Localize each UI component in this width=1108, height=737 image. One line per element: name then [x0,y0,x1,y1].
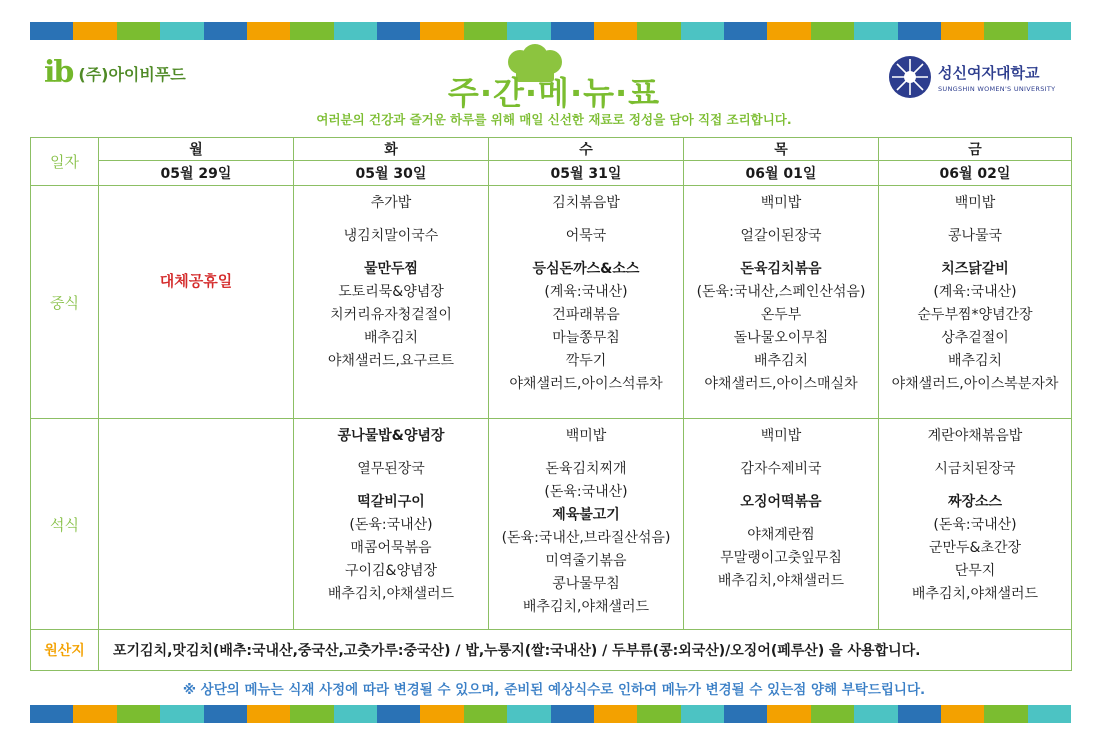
menu-item: 야채샐러드,요구르트 [327,353,455,369]
lunch-menu-thu [684,186,879,419]
origin-label: 원산지 [31,630,99,671]
menu-item: 콩나물무침 [552,576,620,592]
dinner-menu-thu [684,419,879,630]
menu-item: 야채샐러드,아이스매실차 [704,376,858,392]
menu-item: 매콤어묵볶음 [350,540,432,556]
stripe-segment [941,705,984,723]
stripe-segment [724,22,767,40]
stripe-segment [204,705,247,723]
university-name-en: SUNGSHIN WOMEN'S UNIVERSITY [938,84,1056,93]
menu-item: (돈육:국내산) [349,517,433,533]
menu-item [684,514,878,524]
day-date: 06월 02일 [879,161,1072,186]
stripe-segment [1028,705,1071,723]
stripe-segment [420,22,463,40]
menu-item [684,448,878,458]
lunch-label: 중식 [31,186,99,419]
menu-item: 도토리묵&양념장 [338,284,444,300]
stripe-segment [681,705,724,723]
stripe-segment [551,22,594,40]
menu-item: (돈육:국내산) [933,517,1017,533]
menu-item: 계란야채볶음밥 [927,428,1023,444]
day-name: 화 [294,138,489,161]
page-subtitle: 여러분의 건강과 즐거운 하루를 위해 매일 신선한 재료로 정성을 담아 직접 조리합니다. [316,112,792,127]
stripe-segment [117,22,160,40]
menu-item: 백미밥 [954,195,996,211]
menu-item [294,481,488,491]
menu-item [294,215,488,225]
menu-item: 백미밥 [565,428,607,444]
stripe-segment [594,705,637,723]
stripe-segment [377,22,420,40]
day-name: 월 [99,138,294,161]
menu-item: 배추김치 [947,353,1003,369]
stripe-segment [30,705,73,723]
stripe-segment [30,22,73,40]
menu-item: 배추김치,야채샐러드 [522,599,650,615]
menu-item [489,248,683,258]
weekly-menu-table [30,137,1072,671]
lunch-menu-fri [879,186,1072,419]
menu-item: 상추겉절이 [941,330,1009,346]
day-date: 05월 29일 [99,161,294,186]
stripe-segment [247,705,290,723]
stripe-segment [767,705,810,723]
menu-item: 등심돈까스&소스 [532,261,640,277]
menu-item: 미역줄기볶음 [545,553,627,569]
stripe-segment [464,705,507,723]
university-name-ko: 성신여자대학교 [938,63,1040,82]
stripe-segment [898,705,941,723]
menu-item: 어묵국 [565,228,607,244]
stripe-segment [73,22,116,40]
stripe-segment [290,705,333,723]
stripe-segment [637,705,680,723]
company-name: (주)아이비푸드 [78,64,186,84]
page-title: 주·간·메·뉴·표 [447,74,661,112]
date-label: 일자 [31,138,99,186]
menu-item [879,481,1071,491]
menu-item: 추가밥 [370,195,412,211]
menu-item: 물만두찜 [363,261,419,277]
stripe-segment [984,705,1027,723]
dinner-menu-wed [489,419,684,630]
stripe-segment [117,705,160,723]
dinner-menu-tue [294,419,489,630]
stripe-segment [377,705,420,723]
menu-item [684,248,878,258]
menu-item [294,248,488,258]
dinner-menu-fri [879,419,1072,630]
menu-item: 구이김&양념장 [344,563,438,579]
stripe-segment [898,22,941,40]
stripe-segment [724,705,767,723]
menu-item: 시금치된장국 [934,461,1016,477]
menu-change-notice: ※ 상단의 메뉴는 식재 사정에 따라 변경될 수 있으며, 준비된 예상식수로 인하여 메뉴가 변경될 수 있는점 양해 부탁드립니다. [182,682,926,698]
menu-item: (돈육:국내산,스페인산섞음) [696,284,866,300]
university-logo [888,55,1055,99]
menu-item: 배추김치,야채샐러드 [327,586,455,602]
day-name: 금 [879,138,1072,161]
stripe-segment [984,22,1027,40]
menu-item: 배추김치,야채샐러드 [911,586,1039,602]
stripe-segment [334,705,377,723]
stripe-segment [420,705,463,723]
company-mark-icon: ib [44,55,73,90]
lunch-menu-wed [489,186,684,419]
menu-item [489,448,683,458]
menu-item: 군만두&초간장 [928,540,1022,556]
stripe-segment [637,22,680,40]
day-name: 목 [684,138,879,161]
menu-item [879,215,1071,225]
menu-item [879,248,1071,258]
day-name: 수 [489,138,684,161]
university-emblem-icon [888,55,932,99]
lunch-menu-tue [294,186,489,419]
menu-item: 순두부찜*양념간장 [917,307,1033,323]
day-date: 05월 30일 [294,161,489,186]
menu-item: (돈육:국내산,브라질산섞음) [501,530,671,546]
menu-item: 온두부 [760,307,802,323]
menu-item: 돈육김치찌개 [545,461,627,477]
menu-item: 야채계란찜 [747,527,815,543]
dinner-menu-mon [99,419,294,630]
menu-item: (계육:국내산) [544,284,628,300]
stripe-segment [247,22,290,40]
menu-item: 백미밥 [760,428,802,444]
stripe-segment [941,22,984,40]
menu-item: 제육불고기 [552,507,620,523]
menu-item: 돌나물오이무침 [733,330,829,346]
stripe-segment [334,22,377,40]
dinner-label: 석식 [31,419,99,630]
stripe-segment [551,705,594,723]
menu-item: 배추김치 [363,330,419,346]
stripe-segment [464,22,507,40]
day-date: 05월 31일 [489,161,684,186]
menu-item [879,448,1071,458]
stripe-segment [1028,22,1071,40]
menu-item: 콩나물밥&양념장 [337,428,445,444]
menu-item: 돈육김치볶음 [740,261,822,277]
menu-item [294,448,488,458]
menu-item: 마늘쫑무침 [552,330,620,346]
menu-item: 치커리유자청겉절이 [330,307,452,323]
lunch-menu-mon [99,186,294,419]
bottom-color-stripe [30,705,1071,723]
menu-item [489,215,683,225]
menu-item: 떡갈비구이 [357,494,425,510]
stripe-segment [73,705,116,723]
stripe-segment [681,22,724,40]
menu-item: 단무지 [954,563,996,579]
menu-item: 깍두기 [565,353,607,369]
menu-item: 감자수제비국 [740,461,822,477]
stripe-segment [767,22,810,40]
menu-item: (돈육:국내산) [544,484,628,500]
stripe-segment [854,22,897,40]
holiday-label: 대체공휴일 [159,272,233,290]
day-date: 06월 01일 [684,161,879,186]
stripe-segment [507,705,550,723]
menu-item [684,481,878,491]
menu-item: (계육:국내산) [933,284,1017,300]
stripe-segment [160,22,203,40]
menu-item: 콩나물국 [947,228,1003,244]
menu-item: 건파래볶음 [552,307,620,323]
stripe-segment [854,705,897,723]
menu-item [684,215,878,225]
stripe-segment [811,705,854,723]
stripe-segment [160,705,203,723]
menu-item: 오징어떡볶음 [740,494,822,510]
menu-item: 야채샐러드,아이스복분자차 [891,376,1059,392]
menu-item: 배추김치,야채샐러드 [717,573,845,589]
menu-item: 얼갈이된장국 [740,228,822,244]
stripe-segment [811,22,854,40]
menu-item: 짜장소스 [947,494,1003,510]
stripe-segment [594,22,637,40]
menu-item: 김치볶음밥 [552,195,620,211]
menu-item: 냉김치말이국수 [343,228,439,244]
stripe-segment [204,22,247,40]
menu-item: 열무된장국 [357,461,425,477]
menu-item: 야채샐러드,아이스석류차 [509,376,663,392]
stripe-segment [290,22,333,40]
menu-item: 배추김치 [753,353,809,369]
menu-item: 무말랭이고춧잎무침 [720,550,842,566]
stripe-segment [507,22,550,40]
origin-text: 포기김치,맛김치(배추:국내산,중국산,고춧가루:중국산) / 밥,누룽지(쌀:국내산) / 두부류(콩:외국산)/오징어(페루산) 을 사용합니다. [99,630,1072,671]
top-color-stripe [30,22,1071,40]
menu-item: 치즈닭갈비 [941,261,1009,277]
menu-item: 백미밥 [760,195,802,211]
